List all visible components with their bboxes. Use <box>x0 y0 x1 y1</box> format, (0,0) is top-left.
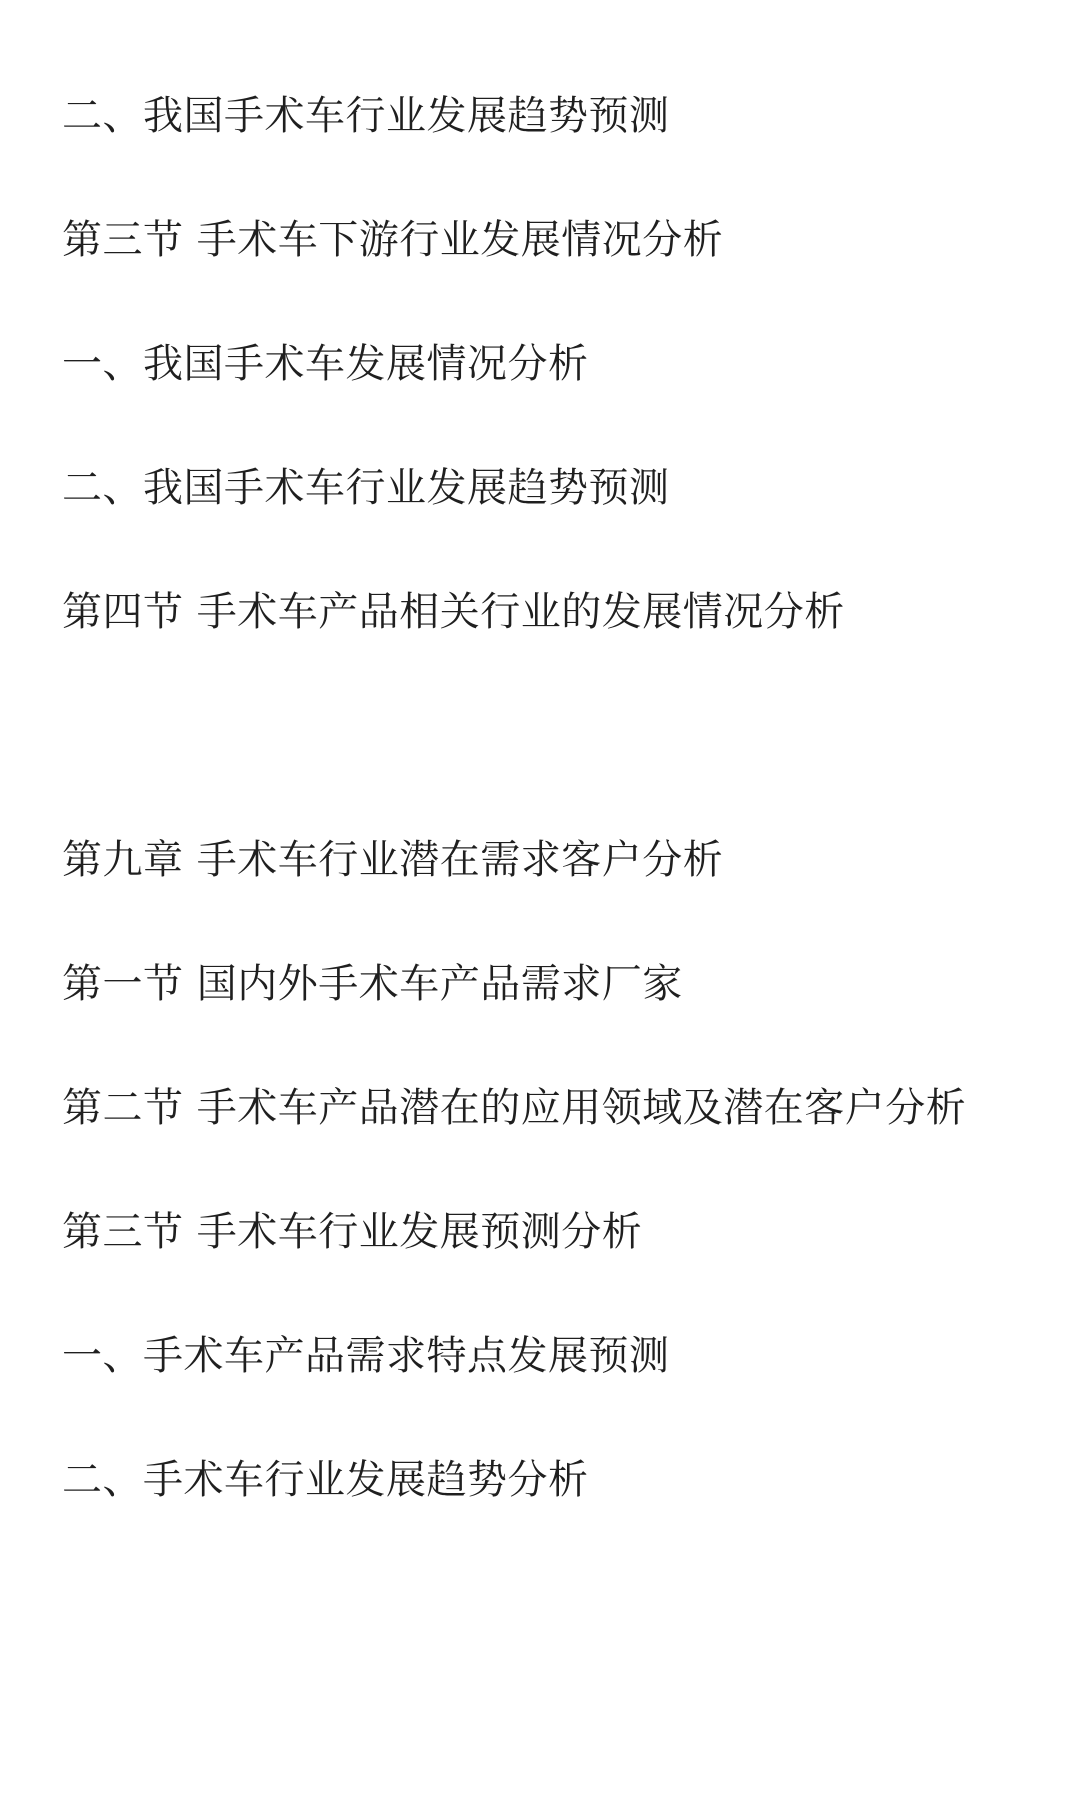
toc-item-section: 第四节 手术车产品相关行业的发展情况分析 <box>62 589 845 635</box>
toc-item-subsection: 二、我国手术车行业发展趋势预测 <box>62 93 670 139</box>
toc-item-subsection: 二、手术车行业发展趋势分析 <box>62 1457 589 1503</box>
toc-item-subsection: 一、我国手术车发展情况分析 <box>62 341 589 387</box>
toc-item-section: 第一节 国内外手术车产品需求厂家 <box>62 961 683 1007</box>
toc-item-section: 第二节 手术车产品潜在的应用领域及潜在客户分析 <box>62 1085 967 1131</box>
toc-item-chapter: 第九章 手术车行业潜在需求客户分析 <box>62 837 724 883</box>
toc-item-section: 第三节 手术车行业发展预测分析 <box>62 1209 643 1255</box>
toc-item-subsection: 二、我国手术车行业发展趋势预测 <box>62 465 670 511</box>
toc-item-section: 第三节 手术车下游行业发展情况分析 <box>62 217 724 263</box>
toc-item-subsection: 一、手术车产品需求特点发展预测 <box>62 1333 670 1379</box>
